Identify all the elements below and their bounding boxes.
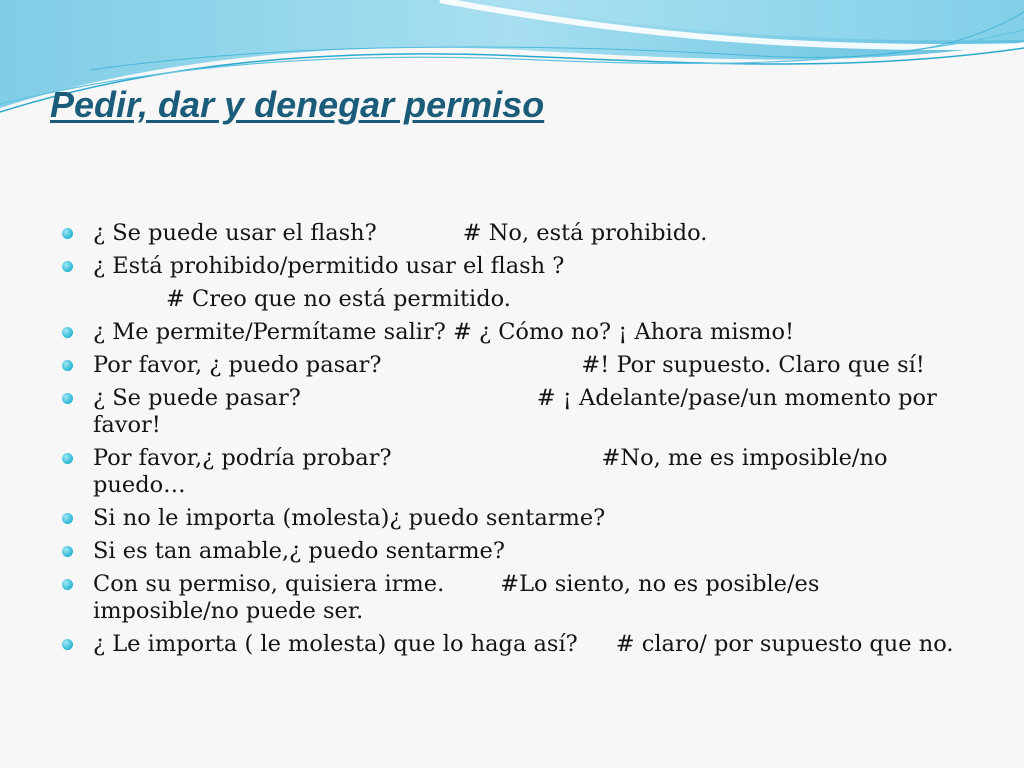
- answer-text: #! Por supuesto. Claro que sí!: [581, 352, 925, 378]
- question-text: ¿ Se puede usar el flash?: [93, 220, 377, 246]
- answer-text: # claro/ por supuesto que no.: [615, 631, 954, 657]
- answer-text: # ¡ Adelante/pase/un momento por favor!: [93, 385, 937, 438]
- item-text: Si no le importa (molesta)¿ puedo sentarme?: [93, 505, 606, 531]
- list-item: [60, 253, 960, 280]
- question-text: ¿ Se puede pasar?: [93, 385, 301, 411]
- list-item: [60, 538, 960, 565]
- bullet-list: [60, 220, 960, 664]
- question-text: Por favor,¿ podría probar?: [93, 445, 392, 471]
- slide-title: Pedir, dar y denegar permiso: [50, 84, 545, 125]
- answer-text: # No, está prohibido.: [462, 220, 708, 246]
- answer-text: #No, me es imposible/no puedo…: [93, 445, 888, 498]
- list-item: [60, 445, 960, 499]
- list-item-continuation: [60, 286, 960, 313]
- list-item: [60, 571, 960, 625]
- list-item: [60, 631, 960, 658]
- answer-text: # Creo que no está permitido.: [166, 286, 511, 312]
- item-text: ¿ Me permite/Permítame salir? # ¿ Cómo no? ¡ Ahora mismo!: [93, 319, 795, 345]
- question-text: Por favor, ¿ puedo pasar?: [93, 352, 382, 378]
- list-item: [60, 352, 960, 379]
- item-text: Si es tan amable,¿ puedo sentarme?: [93, 538, 505, 564]
- list-item: [60, 505, 960, 532]
- question-text: ¿ Le importa ( le molesta) que lo haga así?: [93, 631, 578, 657]
- list-item: [60, 220, 960, 247]
- item-text: ¿ Está prohibido/permitido usar el flash ?: [93, 253, 565, 279]
- list-item: [60, 319, 960, 346]
- question-text: Con su permiso, quisiera irme.: [93, 571, 445, 597]
- list-item: [60, 385, 960, 439]
- answer-text: #Lo siento, no es posible/es imposible/no puede ser.: [93, 571, 820, 624]
